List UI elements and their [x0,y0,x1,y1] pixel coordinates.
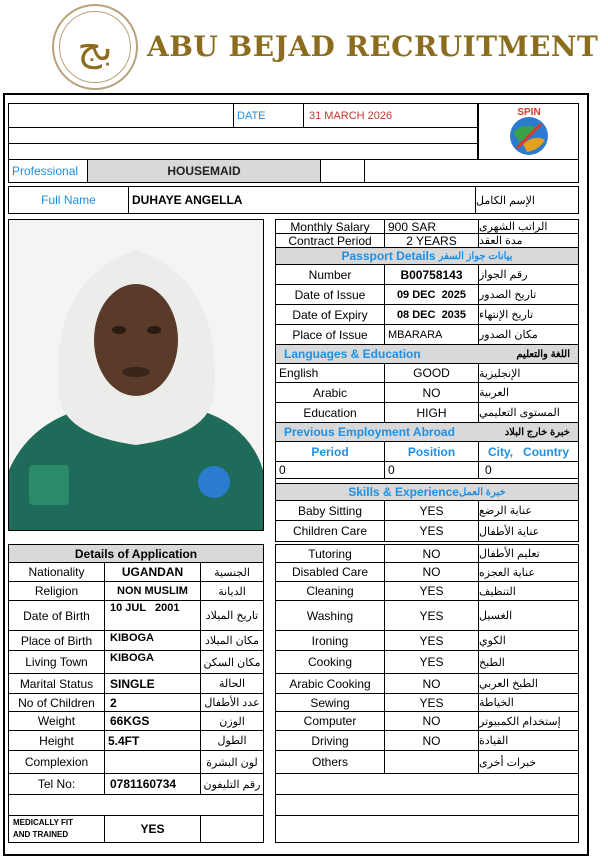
skill-ironing-label: Ironing [275,630,385,651]
passport-title: Passport Details [341,249,436,263]
skill-arabic-cooking-ar: الطبخ العربي [478,673,579,694]
professional-blank-1 [320,159,365,183]
app-tel-ar: رقم التليفون [200,773,264,795]
contract-label: Contract Period [275,233,385,248]
app-tel-value: 0781160734 [104,773,201,795]
app-marital-value: SINGLE [104,673,201,694]
app-religion-label: Religion [8,581,105,601]
skill-computer-label: Computer [275,711,385,731]
company-name: ABU BEJAD RECRUITMENT [147,30,599,63]
languages-header [275,344,579,364]
app-height-label: Height [8,730,105,751]
skill-sewing-value: YES [384,693,479,712]
app-tel-label: Tel No: [8,773,105,795]
app-complexion-label: Complexion [8,750,105,774]
lang-arabic-label: Arabic [275,382,385,403]
skill-cleaning-value: YES [384,581,479,601]
date-label: DATE [233,103,304,128]
skill-tutoring-label: Tutoring [275,544,385,563]
education-ar: المستوى التعليمي [478,402,579,423]
app-marital-ar: الحالة [200,673,264,694]
app-pob-value: KIBOGA [104,630,201,651]
passport-number-label: Number [275,264,385,285]
skill-disabled-care-ar: عناية العجزه [478,562,579,582]
company-logo [52,4,138,90]
languages-title: Languages & Education [284,347,421,361]
professional-label: Professional [8,159,88,183]
skill-driving-ar: القيادة [478,730,579,751]
employment-col-position: Position [384,441,479,462]
skill-others-value [384,750,479,774]
skill-washing-ar: الغسيل [478,600,579,631]
skill-tutoring-value: NO [384,544,479,563]
passport-title-ar: بيانات جواز السفر [438,250,513,262]
employment-col-city: City, Country [478,441,579,462]
skill-sewing-label: Sewing [275,693,385,712]
salary-ar: الراتب الشهرى [478,219,579,234]
application-header: Details of Application [8,544,264,563]
skill-washing-value: YES [384,600,479,631]
fullname-value: DUHAYE ANGELLA [128,186,476,214]
skill-ironing-value: YES [384,630,479,651]
app-religion-ar: الديانة [200,581,264,601]
skill-cleaning-label: Cleaning [275,581,385,601]
app-nationality-ar: الجنسية [200,562,264,582]
logo-glyph: ﺑﺞ [77,25,113,69]
app-nationality-label: Nationality [8,562,105,582]
skill-baby-sitting-ar: عناية الرضع [478,500,579,521]
app-height-ar: الطول [200,730,264,751]
passport-issue-value: 09 DEC 2025 [384,284,479,305]
skill-cleaning-ar: التنظيف [478,581,579,601]
professional-blank-2 [364,159,579,183]
passport-place-value: MBARARA [384,324,479,345]
employment-title: Previous Employment Abroad [284,425,455,439]
skills-header [275,483,579,501]
lang-english-value: GOOD [384,363,479,383]
skill-tutoring-ar: تعليم الأطفال [478,544,579,563]
app-pob-label: Place of Birth [8,630,105,651]
app-height-value: 5.4FT [104,730,201,751]
skills-title-ar: خبرة العمل [458,486,506,498]
passport-number-ar: رقم الجواز [478,264,579,285]
skill-baby-sitting-label: Baby Sitting [275,500,385,521]
date-row-left [8,103,234,128]
blank-row-1 [8,127,478,144]
skills-blank-3 [275,815,579,843]
app-dob-ar: تاريخ الميلاد [200,600,264,631]
salary-value: 900 SAR [384,219,479,234]
date-value: 31 MARCH 2026 [303,103,478,128]
lang-english-label: English [275,363,385,383]
medical-blank [200,815,264,843]
passport-expiry-value: 08 DEC 2035 [384,304,479,325]
passport-issue-label: Date of Issue [275,284,385,305]
skill-baby-sitting-value: YES [384,500,479,521]
spin-logo-text: SPIN [517,107,541,118]
contract-value: 2 YEARS [384,233,479,248]
passport-place-label: Place of Issue [275,324,385,345]
contract-ar: مدة العقد [478,233,579,248]
skill-others-ar: خبرات أخرى [478,750,579,774]
professional-value: HOUSEMAID [87,159,321,183]
app-blank-row [8,794,264,816]
skill-cooking-value: YES [384,650,479,674]
lang-arabic-ar: العربية [478,382,579,403]
education-value: HIGH [384,402,479,423]
skill-driving-label: Driving [275,730,385,751]
employment-city-value: 0 [478,461,579,479]
skill-children-care-label: Children Care [275,520,385,542]
skill-children-care-value: YES [384,520,479,542]
app-children-ar: عدد الأطفال [200,693,264,712]
app-weight-label: Weight [8,711,105,731]
app-children-value: 2 [104,693,201,712]
app-weight-value: 66KGS [104,711,201,731]
app-town-label: Living Town [8,650,105,674]
skill-others-label: Others [275,750,385,774]
employment-period-value: 0 [275,461,385,479]
skill-computer-ar: إستخدام الكمبيوتر [478,711,579,731]
employment-position-value: 0 [384,461,479,479]
passport-number-value: B00758143 [384,264,479,285]
app-complexion-ar: لون البشرة [200,750,264,774]
skill-cooking-ar: الطبخ [478,650,579,674]
skill-arabic-cooking-value: NO [384,673,479,694]
skill-children-care-ar: عناية الأطفال [478,520,579,542]
spin-logo [478,103,579,160]
blank-row-2 [8,143,478,160]
app-dob-label: Date of Birth [8,600,105,631]
app-children-label: No of Children [8,693,105,712]
medical-label-line2: AND TRAINED [13,830,69,839]
fullname-ar: الإسم الكامل [475,186,579,214]
medical-label-line1: MEDICALLY FIT [13,818,74,827]
app-dob-value: 10 JUL 2001 [104,600,201,631]
app-nationality-value: UGANDAN [104,562,201,582]
app-town-value: KIBOGA [104,650,201,674]
employment-header [275,422,579,442]
lang-english-ar: الإنجليزية [478,363,579,383]
passport-expiry-ar: تاريخ الإنتهاء [478,304,579,325]
medical-label [8,815,105,843]
applicant-photo [8,219,264,531]
passport-expiry-label: Date of Expiry [275,304,385,325]
passport-place-ar: مكان الصدور [478,324,579,345]
skill-arabic-cooking-label: Arabic Cooking [275,673,385,694]
passport-issue-ar: تاريخ الصدور [478,284,579,305]
medical-value: YES [104,815,201,843]
skill-disabled-care-value: NO [384,562,479,582]
skill-sewing-ar: الخياطة [478,693,579,712]
app-complexion-value [104,750,201,774]
app-weight-ar: الوزن [200,711,264,731]
skill-disabled-care-label: Disabled Care [275,562,385,582]
skill-computer-value: NO [384,711,479,731]
skill-cooking-label: Cooking [275,650,385,674]
fullname-label: Full Name [8,186,129,214]
skills-blank-1 [275,773,579,795]
skills-title: Skills & Experience [348,485,459,499]
app-town-ar: مكان السكن [200,650,264,674]
skill-driving-value: NO [384,730,479,751]
languages-title-ar: اللغة والتعليم [516,348,570,360]
app-pob-ar: مكان الميلاد [200,630,264,651]
skill-washing-label: Washing [275,600,385,631]
employment-title-ar: خبرة خارج البلاد [504,426,570,438]
lang-arabic-value: NO [384,382,479,403]
employment-col-period: Period [275,441,385,462]
salary-label: Monthly Salary [275,219,385,234]
skills-blank-2 [275,794,579,816]
app-religion-value: NON MUSLIM [104,581,201,601]
skill-ironing-ar: الكوي [478,630,579,651]
passport-header [275,247,579,265]
app-marital-label: Marital Status [8,673,105,694]
education-label: Education [275,402,385,423]
